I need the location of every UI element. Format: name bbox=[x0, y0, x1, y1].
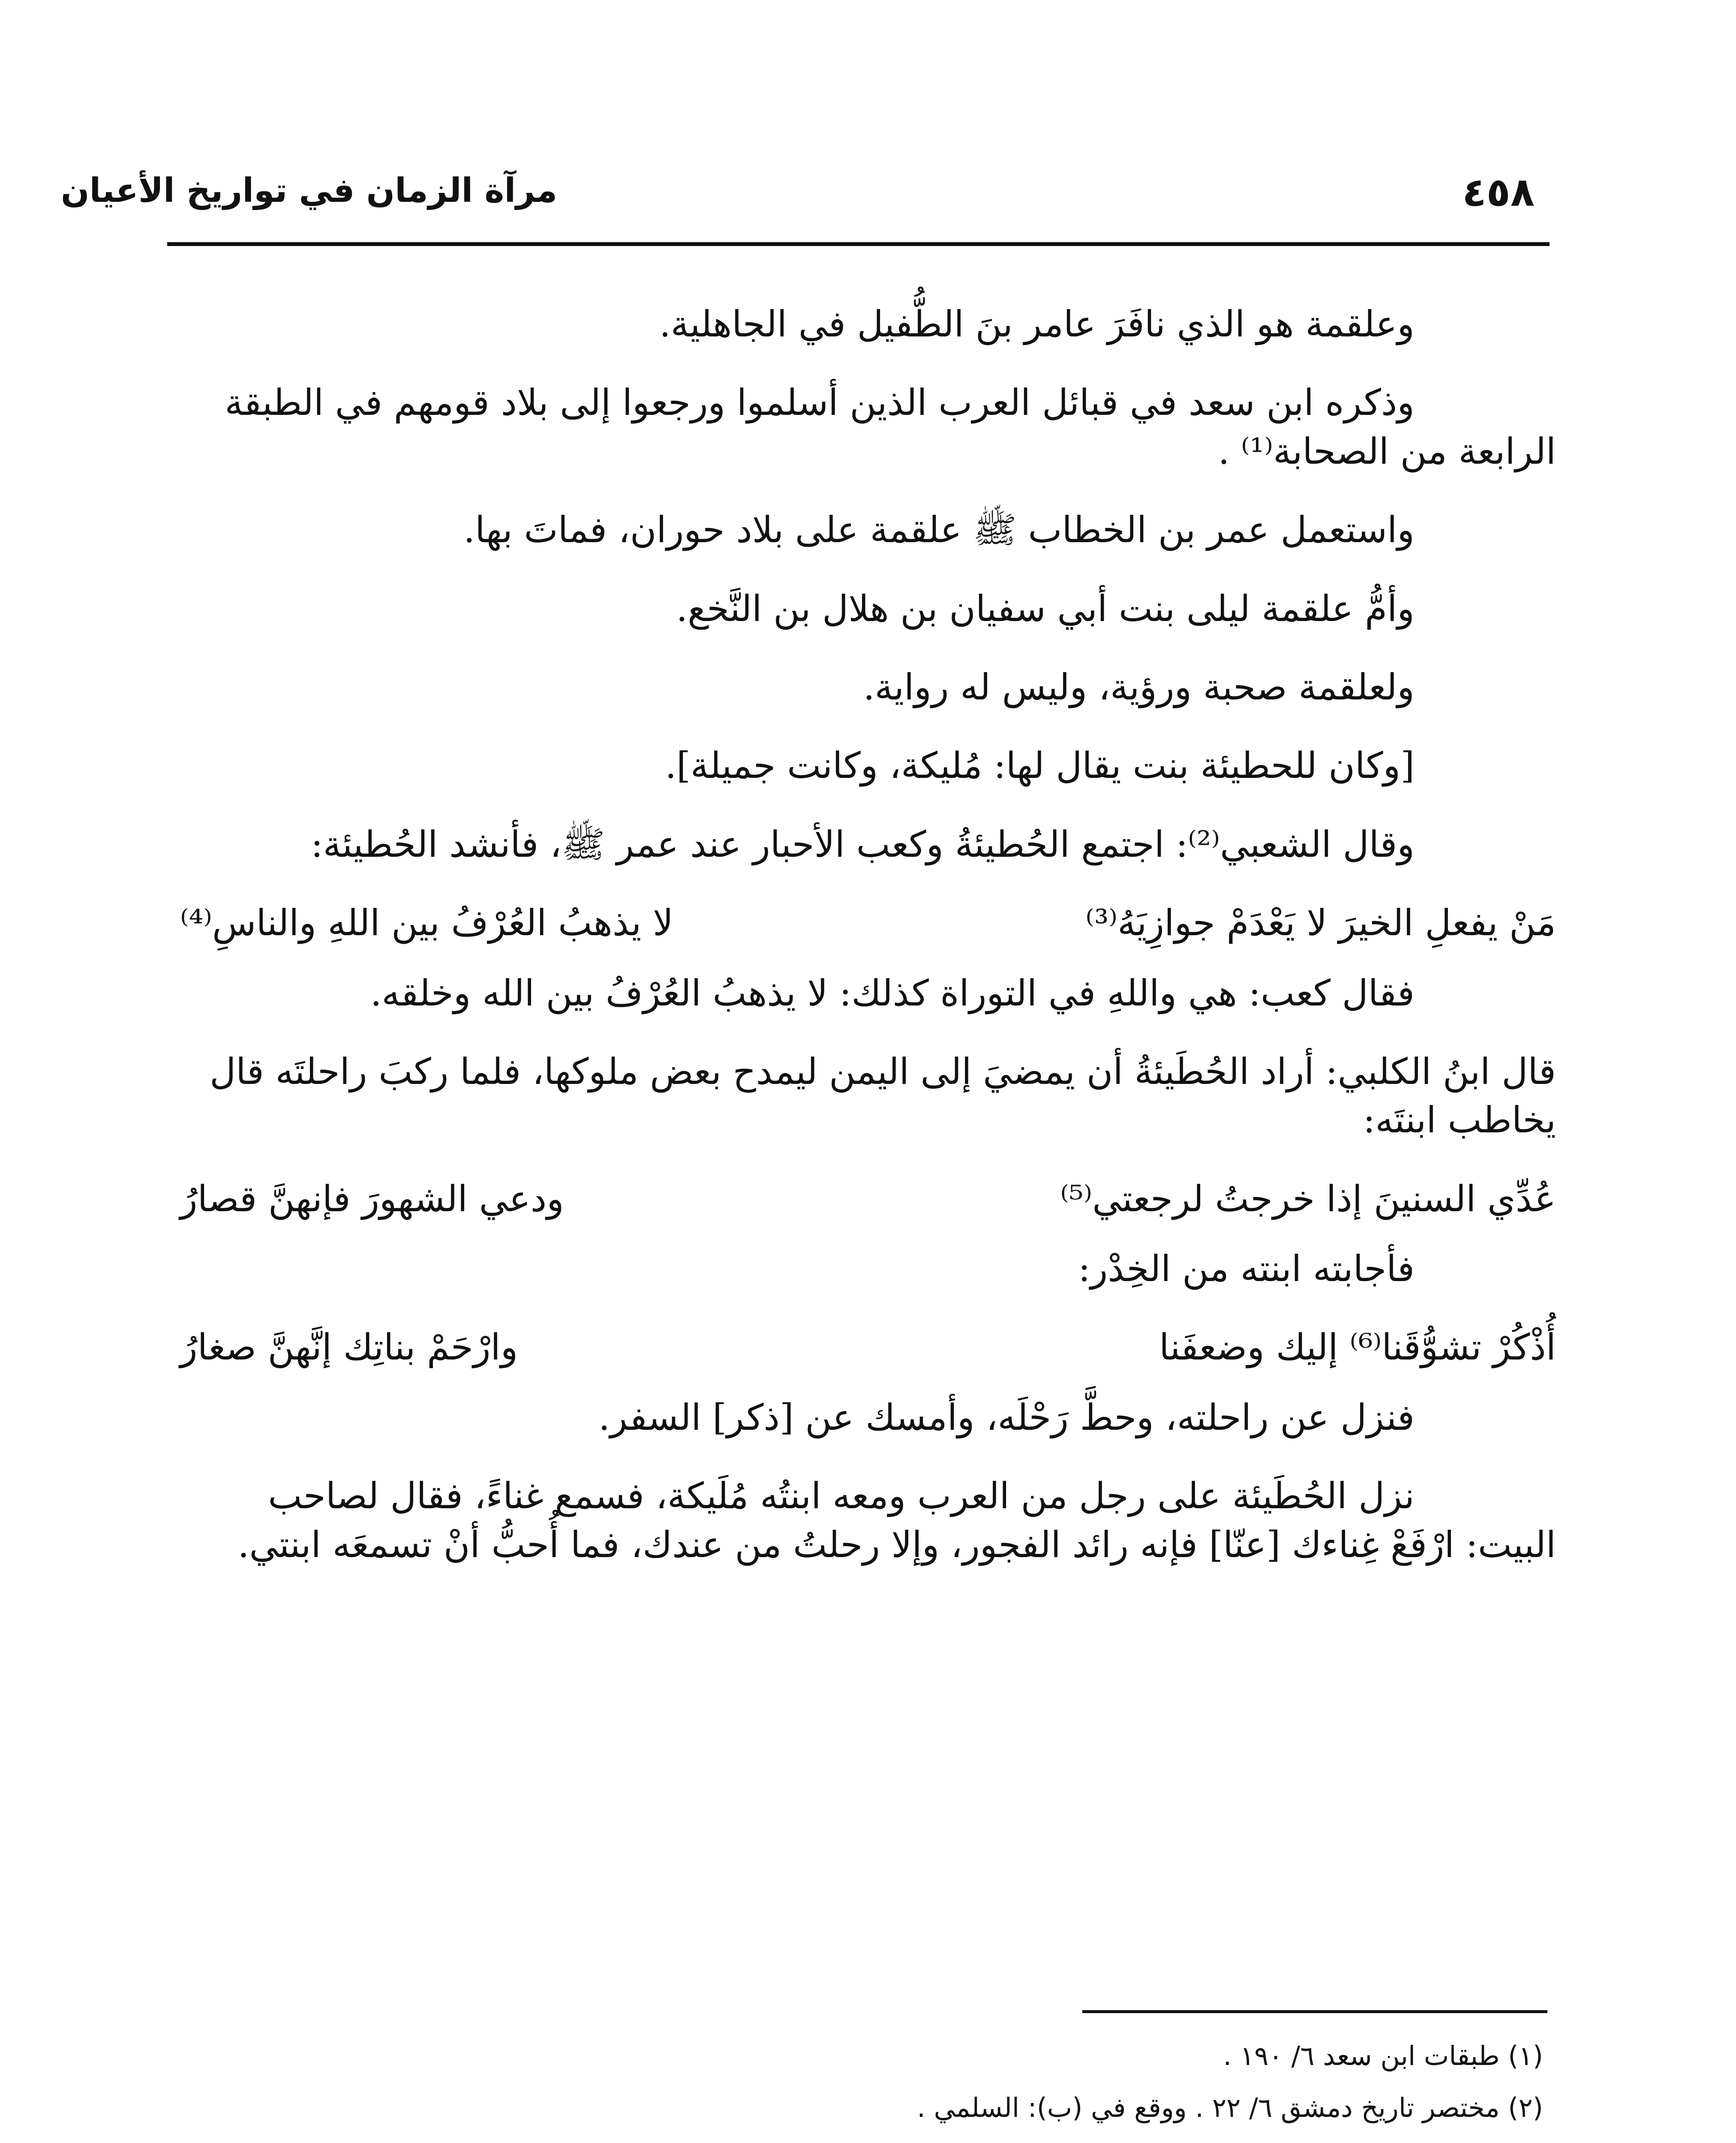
page-number: ٤٥٨ bbox=[1462, 169, 1535, 215]
paragraph-12: نزل الحُطَيئة على رجل من العرب ومعه ابنتُه مُلَيكة، فسمع غناءً، فقال لصاحب البيت: ارْفَعْ غِناءك [عنّا] فإنه رائد الفجور، وإلا رحلتُ من عندك، فما أُحبُّ أنْ تسمعَه ابنتي. bbox=[237, 1475, 1556, 1566]
footnotes bbox=[214, 2036, 1543, 2143]
verse-3-first-hemistich: أُذْكُرْ تشوُّقَنا⁽⁶⁾ إليك وضعفَنا bbox=[1159, 1326, 1556, 1369]
verse-line-2 bbox=[180, 1175, 1556, 1223]
paragraph-9: قال ابنُ الكلبي: أراد الحُطَيئةُ أن يمضيَ إلى اليمن ليمدح بعض ملوكها، فلما ركبَ راحلتَه قال يخاطب ابنتَه: bbox=[210, 1050, 1556, 1141]
paragraph-7: وقال الشعبي⁽²⁾: اجتمع الحُطيئةُ وكعب الأحبار عند عمر ﷺ، فأنشد الحُطيئة: bbox=[311, 823, 1415, 865]
paragraph-5: ولعلقمة صحبة ورؤية، وليس له رواية. bbox=[863, 666, 1415, 708]
running-header-title: مرآة الزمان في تواريخ الأعيان bbox=[60, 171, 557, 210]
verse-2-second-hemistich: ودعي الشهورَ فإنهنَّ قصارُ bbox=[180, 1177, 564, 1220]
body-text bbox=[180, 300, 1556, 1612]
paragraph-8: فقال كعب: هي واللهِ في التوراة كذلك: لا يذهبُ العُرْفُ بين الله وخلقه. bbox=[370, 972, 1415, 1014]
paragraph-4: وأمُّ علقمة ليلى بنت أبي سفيان بن هلال بن النَّخع. bbox=[676, 587, 1415, 630]
footnote-2: (٢) مختصر تاريخ دمشق ٦/ ٢٢ . ووقع في (ب): السلمي . bbox=[917, 2092, 1543, 2123]
paragraph-2: وذكره ابن سعد في قبائل العرب الذين أسلموا ورجعوا إلى بلاد قومهم في الطبقة الرابعة من الصحابة⁽¹⁾ . bbox=[225, 381, 1556, 472]
paragraph-1: وعلقمة هو الذي نافَرَ عامر بنَ الطُّفيل في الجاهلية. bbox=[659, 303, 1415, 345]
verse-1-second-hemistich: لا يذهبُ العُرْفُ بين اللهِ والناسِ⁽⁴⁾ bbox=[180, 902, 673, 944]
footnote-1: (١) طبقات ابن سعد ٦/ ١٩٠ . bbox=[1223, 2040, 1543, 2071]
header-rule bbox=[167, 242, 1550, 246]
paragraph-6: [وكان للحطيئة بنت يقال لها: مُليكة، وكانت جميلة]. bbox=[665, 744, 1415, 787]
paragraph-11: فنزل عن راحلته، وحطَّ رَحْلَه، وأمسك عن [ذكر] السفر. bbox=[598, 1396, 1415, 1438]
verse-3-second-hemistich: وارْحَمْ بناتِك إنَّهنَّ صغارُ bbox=[180, 1326, 518, 1369]
verse-line-1 bbox=[180, 899, 1556, 947]
footnote-3 bbox=[214, 2140, 1543, 2143]
paragraph-3: واستعمل عمر بن الخطاب ﷺ علقمة على بلاد حوران، فماتَ بها. bbox=[463, 509, 1415, 551]
paragraph-10: فأجابته ابنته من الخِدْر: bbox=[1078, 1248, 1415, 1290]
footnote-separator bbox=[1082, 2010, 1547, 2013]
verse-line-3 bbox=[180, 1323, 1556, 1372]
verse-1-first-hemistich: مَنْ يفعلِ الخيرَ لا يَعْدَمْ جوازِيَهُ⁽³⁾ bbox=[1085, 902, 1556, 944]
verse-2-first-hemistich: عُدِّي السنينَ إذا خرجتُ لرجعتي⁽⁵⁾ bbox=[1060, 1177, 1556, 1220]
